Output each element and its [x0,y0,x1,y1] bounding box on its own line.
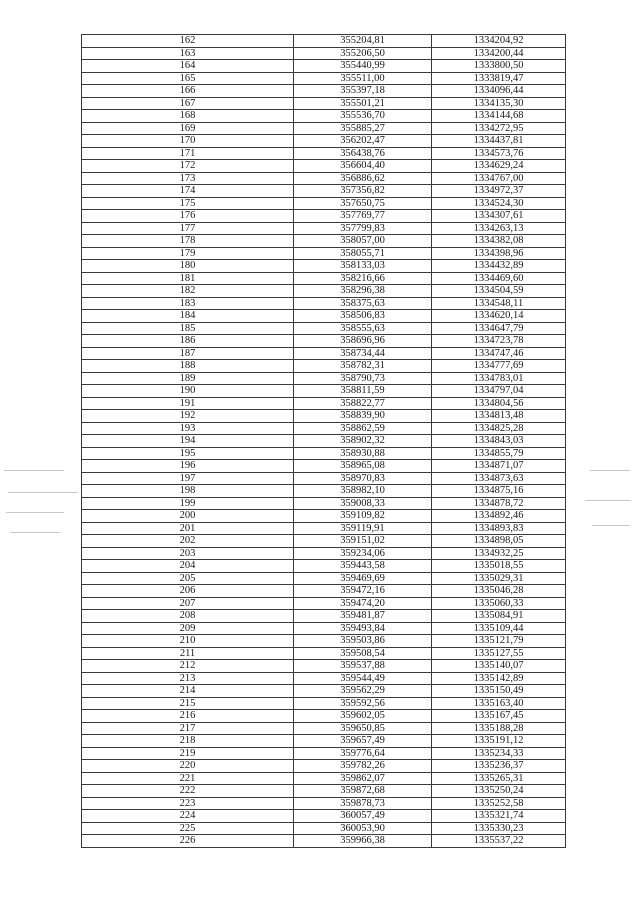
table-row [82,360,566,373]
x-coordinate-cell: 358902,32 [294,435,432,448]
y-coordinate-cell: 1335236,37 [432,760,566,773]
y-coordinate-cell: 1334875,16 [432,485,566,498]
y-coordinate-cell: 1334813,48 [432,410,566,423]
y-coordinate-cell: 1335140,07 [432,660,566,673]
point-number-cell: 218 [82,735,294,748]
x-coordinate-cell: 355206,50 [294,47,432,60]
y-coordinate-cell: 1335060,33 [432,597,566,610]
y-coordinate-cell: 1334382,08 [432,235,566,248]
margin-smudge [585,500,631,501]
x-coordinate-cell: 358822,77 [294,397,432,410]
y-coordinate-cell: 1335321,74 [432,810,566,823]
point-number-cell: 219 [82,747,294,760]
table-row [82,785,566,798]
table-row [82,710,566,723]
x-coordinate-cell: 358057,00 [294,235,432,248]
x-coordinate-cell: 358506,83 [294,310,432,323]
y-coordinate-cell: 1335150,49 [432,685,566,698]
x-coordinate-cell: 360057,49 [294,810,432,823]
point-number-cell: 183 [82,297,294,310]
x-coordinate-cell: 359872,68 [294,785,432,798]
table-row [82,635,566,648]
x-coordinate-cell: 355511,00 [294,72,432,85]
point-number-cell: 164 [82,60,294,73]
x-coordinate-cell: 359776,64 [294,747,432,760]
table-row [82,510,566,523]
point-number-cell: 174 [82,185,294,198]
y-coordinate-cell: 1334804,56 [432,397,566,410]
point-number-cell: 167 [82,97,294,110]
x-coordinate-cell: 355440,99 [294,60,432,73]
y-coordinate-cell: 1335046,28 [432,585,566,598]
table-row [82,85,566,98]
table-row [82,110,566,123]
x-coordinate-cell: 358862,59 [294,422,432,435]
y-coordinate-cell: 1334263,13 [432,222,566,235]
x-coordinate-cell: 359592,56 [294,697,432,710]
margin-smudge [8,492,78,493]
point-number-cell: 196 [82,460,294,473]
x-coordinate-cell: 359472,16 [294,585,432,598]
y-coordinate-cell: 1334892,46 [432,510,566,523]
table-row [82,722,566,735]
point-number-cell: 194 [82,435,294,448]
point-number-cell: 222 [82,785,294,798]
point-number-cell: 215 [82,697,294,710]
table-row [82,747,566,760]
x-coordinate-cell: 359474,20 [294,597,432,610]
x-coordinate-cell: 359562,29 [294,685,432,698]
point-number-cell: 221 [82,772,294,785]
table-row [82,597,566,610]
x-coordinate-cell: 359469,69 [294,572,432,585]
x-coordinate-cell: 359443,58 [294,560,432,573]
table-row [82,697,566,710]
y-coordinate-cell: 1334204,92 [432,35,566,48]
table-row [82,410,566,423]
y-coordinate-cell: 1333819,47 [432,72,566,85]
point-number-cell: 226 [82,835,294,848]
y-coordinate-cell: 1334398,96 [432,247,566,260]
table-row [82,547,566,560]
table-row [82,122,566,135]
table-row [82,160,566,173]
y-coordinate-cell: 1334548,11 [432,297,566,310]
y-coordinate-cell: 1335163,40 [432,697,566,710]
y-coordinate-cell: 1334767,00 [432,172,566,185]
point-number-cell: 185 [82,322,294,335]
x-coordinate-cell: 358216,66 [294,272,432,285]
point-number-cell: 175 [82,197,294,210]
x-coordinate-cell: 356604,40 [294,160,432,173]
table-row [82,235,566,248]
point-number-cell: 203 [82,547,294,560]
table-row [82,60,566,73]
point-number-cell: 162 [82,35,294,48]
table-row [82,322,566,335]
y-coordinate-cell: 1334855,79 [432,447,566,460]
table-row [82,672,566,685]
table-row [82,822,566,835]
point-number-cell: 189 [82,372,294,385]
point-number-cell: 180 [82,260,294,273]
table-row [82,285,566,298]
point-number-cell: 213 [82,672,294,685]
point-number-cell: 206 [82,585,294,598]
point-number-cell: 179 [82,247,294,260]
table-row [82,72,566,85]
point-number-cell: 186 [82,335,294,348]
x-coordinate-cell: 356886,62 [294,172,432,185]
y-coordinate-cell: 1334096,44 [432,85,566,98]
x-coordinate-cell: 358375,63 [294,297,432,310]
point-number-cell: 225 [82,822,294,835]
point-number-cell: 200 [82,510,294,523]
margin-smudge [4,470,64,471]
point-number-cell: 188 [82,360,294,373]
point-number-cell: 202 [82,535,294,548]
x-coordinate-cell: 359782,26 [294,760,432,773]
y-coordinate-cell: 1334873,63 [432,472,566,485]
y-coordinate-cell: 1334307,61 [432,210,566,223]
y-coordinate-cell: 1335084,91 [432,610,566,623]
point-number-cell: 201 [82,522,294,535]
x-coordinate-cell: 358734,44 [294,347,432,360]
table-row [82,385,566,398]
y-coordinate-cell: 1335142,89 [432,672,566,685]
table-row [82,260,566,273]
table-row [82,272,566,285]
x-coordinate-cell: 358965,08 [294,460,432,473]
x-coordinate-cell: 358982,10 [294,485,432,498]
x-coordinate-cell: 355397,18 [294,85,432,98]
point-number-cell: 168 [82,110,294,123]
point-number-cell: 195 [82,447,294,460]
y-coordinate-cell: 1335121,79 [432,635,566,648]
x-coordinate-cell: 358696,96 [294,335,432,348]
point-number-cell: 224 [82,810,294,823]
margin-smudge [592,525,630,526]
point-number-cell: 171 [82,147,294,160]
table-row [82,247,566,260]
table-row [82,210,566,223]
y-coordinate-cell: 1334135,30 [432,97,566,110]
point-number-cell: 170 [82,135,294,148]
y-coordinate-cell: 1334797,04 [432,385,566,398]
x-coordinate-cell: 359657,49 [294,735,432,748]
table-row [82,560,566,573]
x-coordinate-cell: 355204,81 [294,35,432,48]
x-coordinate-cell: 359508,54 [294,647,432,660]
y-coordinate-cell: 1334144,68 [432,110,566,123]
point-number-cell: 207 [82,597,294,610]
table-row [82,660,566,673]
y-coordinate-cell: 1334783,01 [432,372,566,385]
table-row [82,622,566,635]
x-coordinate-cell: 358133,03 [294,260,432,273]
y-coordinate-cell: 1335167,45 [432,710,566,723]
table-row [82,185,566,198]
x-coordinate-cell: 355536,70 [294,110,432,123]
y-coordinate-cell: 1335250,24 [432,785,566,798]
table-row [82,435,566,448]
y-coordinate-cell: 1335330,23 [432,822,566,835]
y-coordinate-cell: 1334504,59 [432,285,566,298]
point-number-cell: 216 [82,710,294,723]
table-row [82,485,566,498]
x-coordinate-cell: 358555,63 [294,322,432,335]
point-number-cell: 187 [82,347,294,360]
x-coordinate-cell: 357799,83 [294,222,432,235]
table-row [82,760,566,773]
point-number-cell: 182 [82,285,294,298]
x-coordinate-cell: 359878,73 [294,797,432,810]
point-number-cell: 177 [82,222,294,235]
point-number-cell: 208 [82,610,294,623]
point-number-cell: 173 [82,172,294,185]
margin-smudge [590,470,630,471]
y-coordinate-cell: 1334898,05 [432,535,566,548]
x-coordinate-cell: 359650,85 [294,722,432,735]
table-row [82,372,566,385]
y-coordinate-cell: 1334747,46 [432,347,566,360]
y-coordinate-cell: 1335252,58 [432,797,566,810]
point-number-cell: 212 [82,660,294,673]
table-row [82,685,566,698]
table-row [82,535,566,548]
point-number-cell: 172 [82,160,294,173]
point-number-cell: 178 [82,235,294,248]
point-number-cell: 210 [82,635,294,648]
y-coordinate-cell: 1334777,69 [432,360,566,373]
x-coordinate-cell: 359503,86 [294,635,432,648]
x-coordinate-cell: 355885,27 [294,122,432,135]
x-coordinate-cell: 360053,90 [294,822,432,835]
x-coordinate-cell: 359537,88 [294,660,432,673]
table-row [82,810,566,823]
point-number-cell: 205 [82,572,294,585]
y-coordinate-cell: 1335234,33 [432,747,566,760]
point-number-cell: 190 [82,385,294,398]
x-coordinate-cell: 358055,71 [294,247,432,260]
point-number-cell: 176 [82,210,294,223]
table-row [82,197,566,210]
x-coordinate-cell: 359966,38 [294,835,432,848]
point-number-cell: 191 [82,397,294,410]
point-number-cell: 197 [82,472,294,485]
y-coordinate-cell: 1334647,79 [432,322,566,335]
y-coordinate-cell: 1335537,22 [432,835,566,848]
margin-smudge [10,532,60,533]
y-coordinate-cell: 1334272,95 [432,122,566,135]
table-row [82,397,566,410]
point-number-cell: 181 [82,272,294,285]
y-coordinate-cell: 1334620,14 [432,310,566,323]
y-coordinate-cell: 1334524,30 [432,197,566,210]
x-coordinate-cell: 358930,88 [294,447,432,460]
y-coordinate-cell: 1334432,89 [432,260,566,273]
table-row [82,297,566,310]
y-coordinate-cell: 1334893,83 [432,522,566,535]
point-number-cell: 193 [82,422,294,435]
point-number-cell: 163 [82,47,294,60]
coordinate-table [81,34,566,848]
table-row [82,735,566,748]
y-coordinate-cell: 1334200,44 [432,47,566,60]
table-row [82,172,566,185]
point-number-cell: 204 [82,560,294,573]
x-coordinate-cell: 359544,49 [294,672,432,685]
y-coordinate-cell: 1334629,24 [432,160,566,173]
point-number-cell: 214 [82,685,294,698]
y-coordinate-cell: 1335191,12 [432,735,566,748]
table-row [82,347,566,360]
x-coordinate-cell: 356438,76 [294,147,432,160]
y-coordinate-cell: 1335188,28 [432,722,566,735]
x-coordinate-cell: 359493,84 [294,622,432,635]
table-row [82,422,566,435]
x-coordinate-cell: 359862,07 [294,772,432,785]
y-coordinate-cell: 1334573,76 [432,147,566,160]
x-coordinate-cell: 357769,77 [294,210,432,223]
y-coordinate-cell: 1335029,31 [432,572,566,585]
table-row [82,572,566,585]
point-number-cell: 166 [82,85,294,98]
table-row [82,147,566,160]
table-row [82,135,566,148]
y-coordinate-cell: 1335265,31 [432,772,566,785]
y-coordinate-cell: 1334843,03 [432,435,566,448]
y-coordinate-cell: 1335109,44 [432,622,566,635]
x-coordinate-cell: 359119,91 [294,522,432,535]
table-row [82,835,566,848]
point-number-cell: 220 [82,760,294,773]
point-number-cell: 169 [82,122,294,135]
x-coordinate-cell: 359008,33 [294,497,432,510]
y-coordinate-cell: 1334871,07 [432,460,566,473]
y-coordinate-cell: 1334437,81 [432,135,566,148]
table-row [82,772,566,785]
x-coordinate-cell: 357650,75 [294,197,432,210]
point-number-cell: 223 [82,797,294,810]
table-row [82,310,566,323]
point-number-cell: 184 [82,310,294,323]
x-coordinate-cell: 358970,83 [294,472,432,485]
y-coordinate-cell: 1334878,72 [432,497,566,510]
table-row [82,497,566,510]
point-number-cell: 198 [82,485,294,498]
point-number-cell: 165 [82,72,294,85]
point-number-cell: 192 [82,410,294,423]
x-coordinate-cell: 359234,06 [294,547,432,560]
table-row [82,35,566,48]
y-coordinate-cell: 1335127,55 [432,647,566,660]
y-coordinate-cell: 1334972,37 [432,185,566,198]
x-coordinate-cell: 359602,05 [294,710,432,723]
point-number-cell: 217 [82,722,294,735]
table-row [82,797,566,810]
x-coordinate-cell: 358782,31 [294,360,432,373]
table-row [82,335,566,348]
x-coordinate-cell: 358296,38 [294,285,432,298]
x-coordinate-cell: 357356,82 [294,185,432,198]
coordinate-table-body [82,35,566,848]
table-row [82,585,566,598]
table-row [82,647,566,660]
x-coordinate-cell: 359151,02 [294,535,432,548]
y-coordinate-cell: 1334825,28 [432,422,566,435]
x-coordinate-cell: 359109,82 [294,510,432,523]
table-row [82,97,566,110]
margin-smudge [6,512,64,513]
table-row [82,447,566,460]
table-row [82,522,566,535]
y-coordinate-cell: 1333800,50 [432,60,566,73]
table-row [82,610,566,623]
y-coordinate-cell: 1334932,25 [432,547,566,560]
point-number-cell: 209 [82,622,294,635]
x-coordinate-cell: 358811,59 [294,385,432,398]
table-row [82,47,566,60]
table-row [82,222,566,235]
y-coordinate-cell: 1335018,55 [432,560,566,573]
point-number-cell: 211 [82,647,294,660]
table-row [82,472,566,485]
x-coordinate-cell: 355501,21 [294,97,432,110]
y-coordinate-cell: 1334723,78 [432,335,566,348]
point-number-cell: 199 [82,497,294,510]
x-coordinate-cell: 358839,90 [294,410,432,423]
x-coordinate-cell: 359481,87 [294,610,432,623]
table-row [82,460,566,473]
x-coordinate-cell: 358790,73 [294,372,432,385]
y-coordinate-cell: 1334469,60 [432,272,566,285]
x-coordinate-cell: 356202,47 [294,135,432,148]
